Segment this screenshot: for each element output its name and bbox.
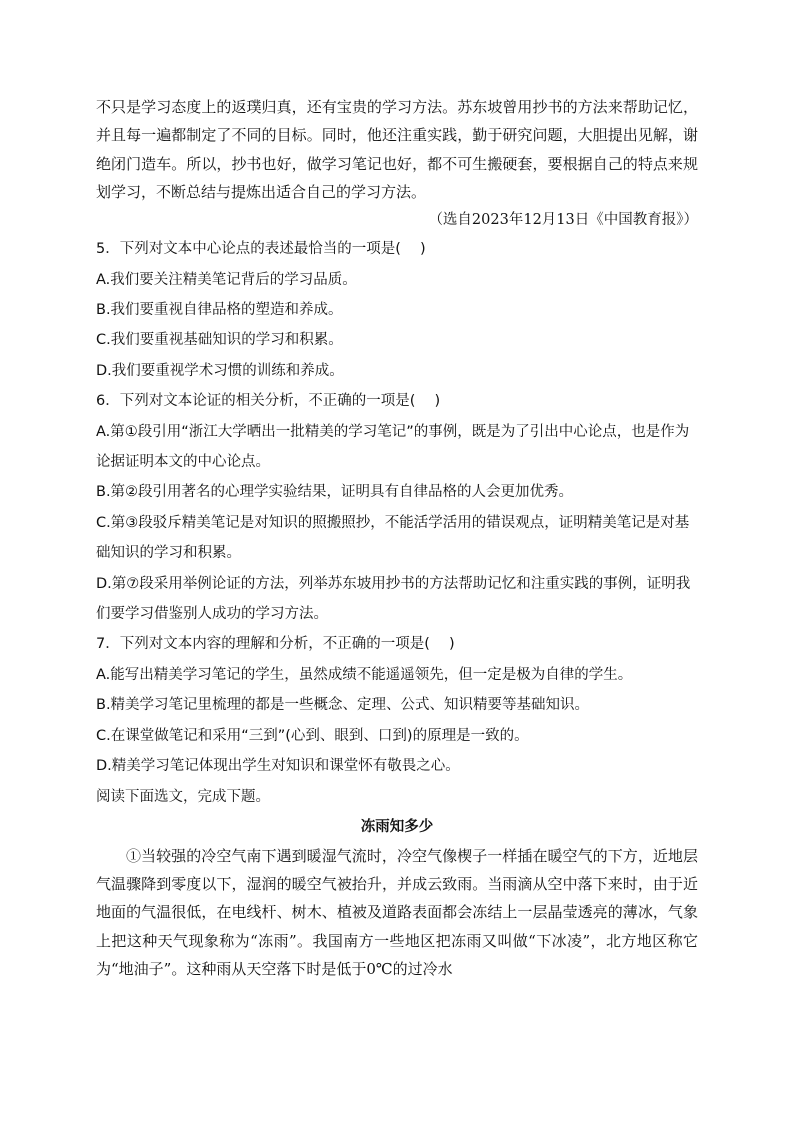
question-5 (96, 234, 698, 386)
option-a: A.能写出精美学习笔记的学生，虽然成绩不能遥遥领先，但一定是极为自律的学生。 (96, 666, 633, 683)
passage-end-paragraph: 不只是学习态度上的返璞归真，还有宝贵的学习方法。苏东坡曾用抄书的方法来帮助记忆，并且每一遍都制定了不同的目标。同时，他还注重实践，勤于研究问题，大胆提出见解，谢绝闭门造车。所以，抄书也好，做学习笔记也好，都不可生搬硬套，要根据自己的特点来规划学习，不断总结与提炼出适合自己的学习方法。 (96, 98, 698, 201)
passage-paragraph-1: ①当较强的冷空气南下遇到暖湿气流时，冷空气像楔子一样插在暖空气的下方，近地层气温骤降到零度以下，湿润的暖空气被抬升，并成云致雨。当雨滴从空中落下来时，由于近地面的气温很低，在电线杆、树木、植被及道路表面都会冻结上一层晶莹透亮的薄冰，气象上把这种天气现象称为“冻雨”。我国南方一些地区把冻雨又叫做“下冰凌”，北方地区称它为“地油子”。这种雨从天空落下时是低于0℃的过冷水 (96, 846, 698, 978)
option-d: D.我们要重视学术习惯的训练和养成。 (96, 362, 344, 379)
option-d: D.精美学习笔记体现出学生对知识和课堂怀有敬畏之心。 (96, 758, 460, 775)
option-c: C.我们要重视基础知识的学习和积累。 (96, 332, 343, 349)
option-a: A.第①段引用“浙江大学晒出一批精美的学习笔记”的事例，既是为了引出中心论点，也是作为论据证明本文的中心论点。 (96, 423, 690, 471)
question-stem: 7．下列对文本内容的理解和分析，不正确的一项是( ) (96, 636, 455, 653)
reading-instruction: 阅读下面选文，完成下题。 (96, 788, 270, 805)
exam-page (96, 93, 698, 983)
passage-title: 冻雨知多少 (360, 818, 434, 835)
option-a: A.我们要关注精美笔记背后的学习品质。 (96, 271, 357, 288)
option-b: B.我们要重视自律品格的塑造和养成。 (96, 302, 343, 318)
option-c: C.第③段驳斥精美笔记是对知识的照搬照抄，不能活学活用的错误观点，证明精美笔记是对基础知识的学习和积累。 (96, 514, 690, 562)
question-6 (96, 386, 698, 629)
option-d: D.第⑦段采用举例论证的方法，列举苏东坡用抄书的方法帮助记忆和注重实践的事例，证明我们要学习借鉴别人成功的学习方法。 (96, 575, 691, 623)
option-c: C.在课堂做笔记和采用“三到”(心到、眼到、口到)的原理是一致的。 (96, 727, 529, 744)
question-7 (96, 629, 698, 781)
source-citation: （选自2023年12月13日《中国教育报》） (428, 212, 698, 229)
question-stem: 6．下列对文本论证的相关分析，不正确的一项是( ) (96, 393, 441, 410)
question-stem: 5．下列对文本中心论点的表述最恰当的一项是( ) (96, 241, 426, 258)
option-b: B.精美学习笔记里梳理的都是一些概念、定理、公式、知识精要等基础知识。 (96, 697, 590, 714)
option-b: B.第②段引用著名的心理学实验结果，证明具有自律品格的人会更加优秀。 (96, 484, 574, 501)
